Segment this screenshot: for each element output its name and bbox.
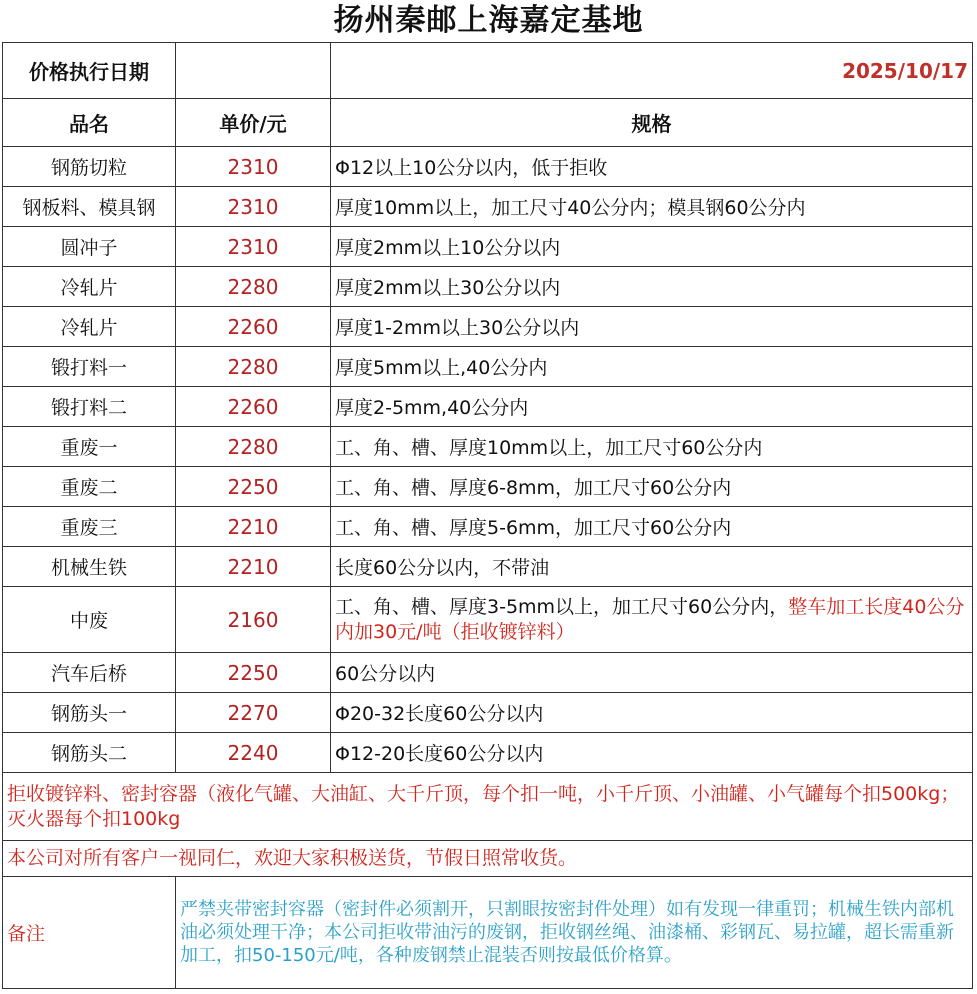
date-blank-cell	[176, 43, 331, 99]
table-row	[3, 267, 973, 307]
item-spec: 长度60公分以内，不带油	[331, 547, 973, 587]
item-price: 2240	[176, 733, 331, 773]
item-spec-highlight: 整车加工长度40公分内加30元/吨（拒收镀锌料）	[335, 595, 965, 643]
table-row	[3, 347, 973, 387]
item-spec: 工、角、槽、厚度10mm以上，加工尺寸60公分内	[331, 427, 973, 467]
item-spec: 厚度10mm以上，加工尺寸40公分内；模具钢60公分内	[331, 187, 973, 227]
notice-text-2: 本公司对所有客户一视同仁，欢迎大家积极送货，节假日照常收货。	[3, 841, 973, 877]
header-name: 品名	[3, 99, 176, 147]
table-row	[3, 227, 973, 267]
item-price: 2160	[176, 587, 331, 653]
item-name: 汽车后桥	[3, 653, 176, 693]
item-name: 冷轧片	[3, 307, 176, 347]
item-name: 钢筋切粒	[3, 147, 176, 187]
item-name: 钢板料、模具钢	[3, 187, 176, 227]
item-name: 重废一	[3, 427, 176, 467]
remark-label: 备注	[3, 877, 176, 989]
item-price: 2310	[176, 187, 331, 227]
item-name: 中废	[3, 587, 176, 653]
table-row	[3, 147, 973, 187]
item-price: 2310	[176, 147, 331, 187]
notice-text-1: 拒收镀锌料、密封容器（液化气罐、大油缸、大千斤顶，每个扣一吨，小千斤顶、小油罐、小气罐每个扣500kg；灭火器每个扣100kg	[3, 773, 973, 841]
table-body	[3, 147, 973, 773]
table-row	[3, 187, 973, 227]
header-price: 单价/元	[176, 99, 331, 147]
item-spec: 60公分以内	[331, 653, 973, 693]
table-row	[3, 307, 973, 347]
item-spec: Φ20-32长度60公分以内	[331, 693, 973, 733]
item-spec: Φ12-20长度60公分以内	[331, 733, 973, 773]
item-price: 2310	[176, 227, 331, 267]
item-name: 冷轧片	[3, 267, 176, 307]
remark-text: 严禁夹带密封容器（密封件必须割开，只割眼按密封件处理）如有发现一律重罚；机械生铁内部机油必须处理干净；本公司拒收带油污的废钢，拒收钢丝绳、油漆桶、彩钢瓦、易拉罐，超长需重新加工，扣50-150元/吨，各种废钢禁止混装否则按最低价格算。	[176, 877, 973, 989]
item-spec: 工、角、槽、厚度5-6mm，加工尺寸60公分内	[331, 507, 973, 547]
item-price: 2260	[176, 387, 331, 427]
item-price: 2270	[176, 693, 331, 733]
item-spec	[331, 587, 973, 653]
table-row	[3, 507, 973, 547]
table-row	[3, 653, 973, 693]
item-name: 锻打料二	[3, 387, 176, 427]
item-name: 钢筋头一	[3, 693, 176, 733]
item-price: 2260	[176, 307, 331, 347]
table-row	[3, 427, 973, 467]
item-name: 重废二	[3, 467, 176, 507]
table-row	[3, 467, 973, 507]
item-price: 2250	[176, 653, 331, 693]
item-spec: 厚度2mm以上10公分以内	[331, 227, 973, 267]
item-name: 锻打料一	[3, 347, 176, 387]
item-name: 机械生铁	[3, 547, 176, 587]
item-spec: 厚度2mm以上30公分以内	[331, 267, 973, 307]
date-label: 价格执行日期	[3, 43, 176, 99]
remark-row	[3, 877, 973, 989]
table-row	[3, 693, 973, 733]
header-row	[3, 99, 973, 147]
table-row	[3, 547, 973, 587]
item-name: 圆冲子	[3, 227, 176, 267]
item-name: 重废三	[3, 507, 176, 547]
table-row	[3, 733, 973, 773]
item-spec: Φ12以上10公分以内，低于拒收	[331, 147, 973, 187]
notice-row-1	[3, 773, 973, 841]
table-row	[3, 587, 973, 653]
item-spec: 厚度2-5mm,40公分内	[331, 387, 973, 427]
item-price: 2280	[176, 267, 331, 307]
item-price: 2280	[176, 347, 331, 387]
item-spec: 工、角、槽、厚度6-8mm，加工尺寸60公分内	[331, 467, 973, 507]
item-price: 2250	[176, 467, 331, 507]
item-spec: 厚度5mm以上,40公分内	[331, 347, 973, 387]
price-table	[2, 42, 973, 989]
date-row	[3, 43, 973, 99]
item-price: 2280	[176, 427, 331, 467]
item-price: 2210	[176, 507, 331, 547]
notice-row-2	[3, 841, 973, 877]
item-spec: 厚度1-2mm以上30公分以内	[331, 307, 973, 347]
item-name: 钢筋头二	[3, 733, 176, 773]
table-row	[3, 387, 973, 427]
page-title: 扬州秦邮上海嘉定基地	[333, 3, 644, 38]
header-spec: 规格	[331, 99, 973, 147]
item-price: 2210	[176, 547, 331, 587]
date-value: 2025/10/17	[331, 43, 973, 99]
item-spec-text: 工、角、槽、厚度3-5mm以上，加工尺寸60公分内，	[335, 595, 789, 618]
